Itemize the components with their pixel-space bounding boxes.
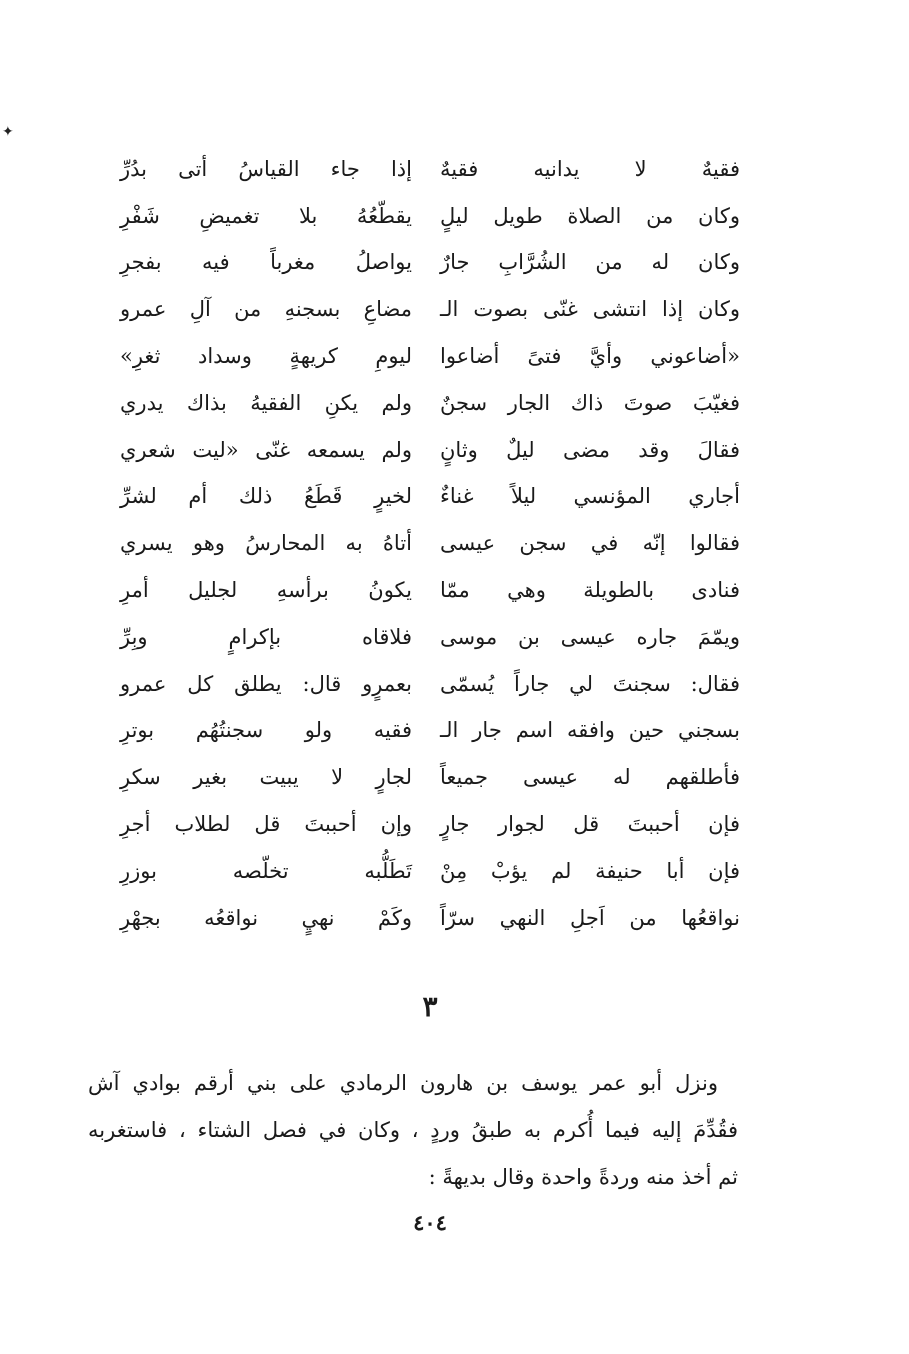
verse-second-hemistich: بعمرٍو قال: يطلق كل عمرو	[120, 671, 412, 696]
prose-line: ونزل أبو عمر يوسف بن هارون الرمادي على بني أرقم بوادي آش	[88, 1071, 719, 1095]
verse-line	[120, 286, 740, 333]
verse-line	[120, 614, 740, 661]
verse-first-hemistich: «أضاعوني وأيَّ فتىً أضاعوا	[440, 344, 740, 369]
verse-first-hemistich: فإن أبا حنيفة لم يؤبْ مِنْ	[440, 858, 740, 883]
verse-second-hemistich: يكونُ برأسهِ لجليل أمرِ	[120, 578, 412, 603]
verse-line	[120, 848, 740, 895]
verse-second-hemistich: فلاقاه بإكرامٍ وبِرِّ	[120, 624, 412, 649]
verse-second-hemistich: ولم يسمعه غنّى «ليت شعري	[120, 437, 412, 462]
verse-line	[120, 427, 740, 474]
verse-line	[120, 474, 740, 521]
verse-first-hemistich: بسجني حين وافقه اسم جار الـ	[440, 718, 740, 743]
verse-first-hemistich: وكان من الصلاة طويل ليلٍ	[440, 203, 740, 228]
verse-second-hemistich: يواصلُ مغرباً فيه بفجرِ	[120, 250, 412, 275]
verse-line	[120, 754, 740, 801]
verse-second-hemistich: وكَمْ نهيٍ نواقعُه بجهْرِ	[120, 905, 412, 930]
verse-first-hemistich: نواقعُها من اَجلِ النهي سرّاً	[440, 905, 740, 930]
verse-second-hemistich: لخيرٍ قَطَعُ ذلك أم لشرِّ	[120, 484, 412, 509]
verse-line	[120, 895, 740, 942]
verse-line	[120, 380, 740, 427]
verse-line	[120, 193, 740, 240]
verse-first-hemistich: وكان له من الشُرَّابِ جارٌ	[440, 250, 740, 275]
verse-second-hemistich: وإن أحببتَ قل لطلاب أجرِ	[120, 812, 412, 837]
verse-first-hemistich: فقالوا إنّه في سجن عيسى	[440, 531, 740, 556]
verse-line	[120, 567, 740, 614]
prose-line: ثم أخذ منه وردةً واحدة وقال بديهةً :	[428, 1165, 738, 1189]
verse-second-hemistich: يقطّعُهُ بلا تغميضِ شَفْرِ	[120, 203, 412, 228]
verse-second-hemistich: إذا جاء القياسُ أتى بدُرِّ	[120, 156, 412, 181]
verse-line	[120, 333, 740, 380]
margin-mark: ✦	[2, 124, 14, 140]
verse-second-hemistich: لجارٍ لا يبيت بغير سكرِ	[120, 765, 412, 790]
verse-first-hemistich: فقالَ وقد مضى ليلٌ وثانٍ	[440, 437, 740, 462]
verse-line	[120, 661, 740, 708]
verse-first-hemistich: ويمّمَ جاره عيسى بن موسى	[440, 624, 740, 649]
verse-line	[120, 801, 740, 848]
verse-second-hemistich: فقيه ولو سجنتُهُم بوترِ	[120, 718, 412, 743]
prose-paragraph	[88, 1060, 738, 1201]
verse-first-hemistich: فإن أحببتَ قل لجوار جارٍ	[440, 812, 740, 837]
verse-first-hemistich: فنادى بالطويلة وهي ممّا	[440, 578, 740, 603]
verse-line	[120, 708, 740, 755]
verse-first-hemistich: وكان إذا انتشى غنّى بصوت الـ	[440, 297, 740, 322]
poem-verses	[120, 146, 740, 942]
verse-first-hemistich: فقيهٌ لا يدانيه فقيهٌ	[440, 156, 740, 181]
verse-second-hemistich: مضاعِ بسجنهِ من آلِ عمرو	[120, 297, 412, 322]
section-number: ٣	[422, 990, 438, 1023]
verse-line	[120, 146, 740, 193]
verse-line	[120, 520, 740, 567]
page-number: ٤٠٤	[413, 1210, 447, 1235]
verse-first-hemistich: فقال: سجنتَ لي جاراً يُسمّى	[440, 671, 740, 696]
verse-line	[120, 240, 740, 287]
verse-first-hemistich: فأطلقهم له عيسى جميعاً	[440, 765, 740, 790]
verse-second-hemistich: أتاهُ به المحارسُ وهو يسري	[120, 531, 412, 556]
prose-line: فقُدِّمَ إليه فيما أُكرم به طبقُ وردٍ ، وكان في فصل الشتاء ، فاستغربه	[88, 1118, 738, 1142]
verse-second-hemistich: ليومِ كريهةٍ وسداد ثغرِ»	[120, 344, 412, 369]
verse-first-hemistich: أجاري المؤنسي ليلاً غناءٌ	[440, 484, 740, 509]
verse-first-hemistich: فغيّبَ صوتَ ذاك الجار سجنٌ	[440, 390, 740, 415]
verse-second-hemistich: تَطَلُّبه تخلّصه بوزرِ	[120, 858, 412, 883]
verse-second-hemistich: ولم يكنِ الفقيهُ بذاك يدري	[120, 390, 412, 415]
